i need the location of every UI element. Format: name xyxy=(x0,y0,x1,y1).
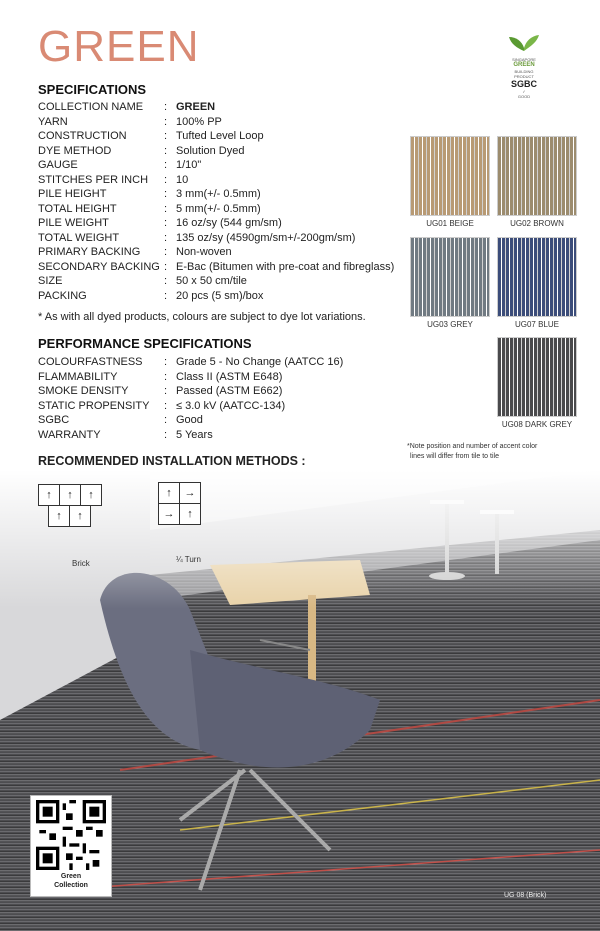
spec-colon: : xyxy=(164,115,168,128)
tile-note-line-1: *Note position and number of accent color xyxy=(407,443,538,450)
spec-value: Tufted Level Loop xyxy=(176,130,264,142)
spec-label: CONSTRUCTION xyxy=(38,130,127,142)
perf-row xyxy=(38,355,343,370)
spec-row xyxy=(38,100,394,115)
perf-label: COLOURFASTNESS xyxy=(38,356,143,368)
perf-value: Good xyxy=(176,414,203,426)
spec-value: 3 mm(+/- 0.5mm) xyxy=(176,188,261,200)
spec-value: 20 pcs (5 sm)/box xyxy=(176,289,264,302)
spec-colon: : xyxy=(164,144,168,157)
spec-value: E-Bac (Bitumen with pre-coat and fibreglass) xyxy=(176,260,395,273)
qr-caption-line-2: Collection xyxy=(54,882,88,889)
spec-label: PRIMARY BACKING xyxy=(38,246,141,258)
quarter-tile-4: ↑ xyxy=(179,503,201,525)
qr-code-icon xyxy=(36,800,106,870)
perf-row xyxy=(38,399,343,414)
spec-label: SECONDARY BACKING xyxy=(38,260,160,273)
spec-label: PILE HEIGHT xyxy=(38,188,107,200)
spec-colon: : xyxy=(164,275,168,287)
leaf-icon xyxy=(507,34,541,52)
spec-label: YARN xyxy=(38,115,68,128)
logo-brand: SGBC xyxy=(510,79,537,89)
spec-label: STITCHES PER INCH xyxy=(38,173,149,186)
quarter-turn-label: ¼ Turn xyxy=(176,555,201,564)
swatch-ug07 xyxy=(497,237,577,317)
swatch-ug08 xyxy=(497,337,577,417)
spec-colon: : xyxy=(164,130,168,142)
tile-note-line-2: lines will differ from tile to tile xyxy=(410,453,499,460)
spec-value: 10 xyxy=(176,173,189,186)
spec-row xyxy=(38,245,394,260)
swatch-label-ug02: UG02 BROWN xyxy=(510,219,564,228)
perf-row xyxy=(38,384,343,399)
spec-row xyxy=(38,216,394,231)
dye-lot-note: * As with all dyed products, colours are subject to dye lot variations. xyxy=(38,311,366,323)
spec-value: Solution Dyed xyxy=(176,144,245,157)
swatch-ug02 xyxy=(497,136,577,216)
spec-label: DYE METHOD xyxy=(38,144,112,157)
spec-value: 50 x 50 cm/tile xyxy=(176,275,247,287)
spec-row xyxy=(38,173,394,188)
logo-line-1: SINGAPORE xyxy=(512,57,536,62)
installation-heading: RECOMMENDED INSTALLATION METHODS : xyxy=(38,454,306,468)
swatch-label-ug01: UG01 BEIGE xyxy=(426,219,474,228)
spec-row xyxy=(38,231,394,246)
sgbc-logo xyxy=(500,34,548,99)
logo-line-2: GREEN xyxy=(513,62,535,68)
spec-row xyxy=(38,144,394,159)
tile-note xyxy=(407,442,537,462)
spec-value: 16 oz/sy (544 gm/sm) xyxy=(176,217,282,229)
page-title: GREEN xyxy=(38,22,200,71)
spec-label: SIZE xyxy=(38,275,63,287)
perf-row xyxy=(38,370,343,385)
swatch-label-ug07: UG07 BLUE xyxy=(514,320,560,329)
spec-label: COLLECTION NAME xyxy=(38,101,144,113)
spec-colon: : xyxy=(164,159,168,171)
spec-colon: : xyxy=(164,101,168,113)
perf-value: ≤ 3.0 kV (AATCC-134) xyxy=(176,399,286,412)
perf-colon: : xyxy=(164,414,168,426)
perf-colon: : xyxy=(164,399,168,412)
quarter-tile-2: → xyxy=(179,482,201,504)
perf-colon: : xyxy=(164,370,168,383)
swatch-ug03 xyxy=(410,237,490,317)
performance-heading: PERFORMANCE SPECIFICATIONS xyxy=(38,336,252,351)
logo-line-3: BUILDING xyxy=(514,69,534,74)
swatch-label-ug08: UG08 DARK GREY xyxy=(501,420,573,429)
spec-colon: : xyxy=(164,202,168,215)
spec-colon: : xyxy=(164,231,168,244)
qr-code-card[interactable] xyxy=(30,795,112,897)
perf-colon: : xyxy=(164,385,168,397)
logo-line-4: PRODUCT xyxy=(514,74,534,79)
spec-label: TOTAL WEIGHT xyxy=(38,231,120,244)
logo-tick: ✓ xyxy=(522,89,526,94)
perf-label: STATIC PROPENSITY xyxy=(38,399,150,412)
spec-row xyxy=(38,260,394,275)
spec-colon: : xyxy=(164,246,168,258)
spec-value: GREEN xyxy=(176,101,216,113)
brick-tile-4: ↑ xyxy=(48,505,70,527)
spec-row xyxy=(38,115,394,130)
spec-row xyxy=(38,158,394,173)
brick-tile-3: ↑ xyxy=(80,484,102,506)
spec-label: PACKING xyxy=(38,289,87,302)
photo-credit: UG 08 (Brick) xyxy=(504,892,547,899)
spec-label: GAUGE xyxy=(38,159,78,171)
perf-value: 5 Years xyxy=(176,428,213,441)
spec-row xyxy=(38,274,394,289)
spec-value: 5 mm(+/- 0.5mm) xyxy=(176,202,261,215)
perf-label: WARRANTY xyxy=(38,428,101,441)
specifications-list xyxy=(38,100,394,303)
spec-label: PILE WEIGHT xyxy=(38,217,109,229)
perf-colon: : xyxy=(164,428,168,441)
quarter-turn-diagram xyxy=(158,482,218,542)
spec-label: TOTAL HEIGHT xyxy=(38,202,117,215)
perf-row xyxy=(38,413,343,428)
quarter-tile-1: ↑ xyxy=(158,482,180,504)
spec-colon: : xyxy=(164,289,168,302)
perf-value: Passed (ASTM E662) xyxy=(176,385,283,397)
spec-colon: : xyxy=(164,188,168,200)
perf-colon: : xyxy=(164,356,168,368)
spec-colon: : xyxy=(164,260,168,273)
spec-value: Non-woven xyxy=(176,246,232,258)
perf-label: SGBC xyxy=(38,414,70,426)
spec-row xyxy=(38,202,394,217)
brick-tile-2: ↑ xyxy=(59,484,81,506)
perf-value: Grade 5 - No Change (AATCC 16) xyxy=(176,356,344,368)
specifications-heading: SPECIFICATIONS xyxy=(38,82,147,97)
logo-rating: GOOD xyxy=(517,94,531,99)
spec-value: 100% PP xyxy=(176,115,222,128)
perf-row xyxy=(38,428,343,443)
qr-caption-line-1: Green xyxy=(60,873,82,880)
brick-tile-1: ↑ xyxy=(38,484,60,506)
quarter-tile-3: → xyxy=(158,503,180,525)
spec-value: 135 oz/sy (4590gm/sm+/-200gm/sm) xyxy=(176,231,356,244)
brick-diagram xyxy=(38,484,128,544)
spec-row xyxy=(38,187,394,202)
perf-value: Class II (ASTM E648) xyxy=(176,370,283,383)
spec-row xyxy=(38,289,394,304)
brick-tile-5: ↑ xyxy=(69,505,91,527)
spec-row xyxy=(38,129,394,144)
swatch-label-ug03: UG03 GREY xyxy=(427,320,473,329)
perf-label: FLAMMABILITY xyxy=(38,370,118,383)
spec-colon: : xyxy=(164,173,168,186)
performance-list xyxy=(38,355,343,442)
spec-colon: : xyxy=(164,217,168,229)
brick-label: Brick xyxy=(72,559,90,568)
qr-caption xyxy=(31,872,111,890)
perf-label: SMOKE DENSITY xyxy=(38,385,129,397)
swatch-ug01 xyxy=(410,136,490,216)
spec-value: 1/10" xyxy=(176,159,202,171)
